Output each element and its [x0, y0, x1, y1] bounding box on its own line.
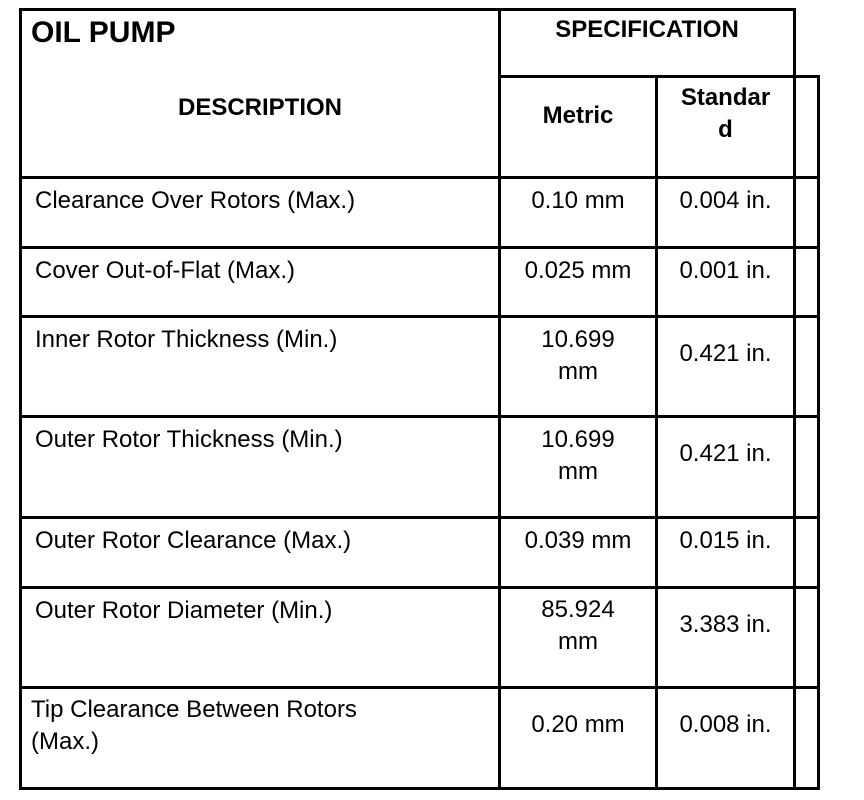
column-divider: [793, 8, 796, 790]
description-cell: Outer Rotor Thickness (Min.): [35, 426, 343, 453]
standard-cell: [658, 318, 793, 390]
standard-header-line1: Standar: [680, 84, 771, 111]
standard-cell: [658, 418, 793, 490]
metric-header-text: Metric: [542, 102, 614, 129]
standard-value: 0.015 in.: [679, 527, 772, 554]
standard-value: 0.004 in.: [679, 187, 772, 214]
table-border-top: [20, 8, 796, 11]
description-header: [22, 88, 498, 128]
table-row: [22, 694, 498, 787]
metric-value-line1: 10.699: [541, 426, 615, 453]
metric-value: 0.039 mm: [524, 527, 632, 554]
specification-header-text: SPECIFICATION: [555, 16, 739, 43]
standard-header: [658, 82, 793, 148]
standard-header-line2: d: [718, 116, 733, 143]
standard-value: 0.421 in.: [679, 340, 772, 367]
metric-cell: [501, 689, 655, 761]
standard-value: 0.008 in.: [679, 711, 772, 738]
metric-value: 0.025 mm: [524, 257, 632, 284]
description-cell: Cover Out-of-Flat (Max.): [35, 257, 296, 284]
standard-cell: [658, 519, 793, 586]
description-header-text: DESCRIPTION: [177, 94, 342, 121]
table-border-bottom: [20, 787, 820, 790]
description-cell: Clearance Over Rotors (Max.): [35, 187, 356, 214]
table-row: [22, 249, 498, 315]
table-row: [22, 318, 498, 415]
table-row: [22, 179, 498, 246]
metric-value: 0.20 mm: [531, 711, 625, 738]
table-row: [22, 519, 498, 586]
description-cell: Outer Rotor Clearance (Max.): [35, 527, 352, 554]
metric-cell: [501, 424, 655, 494]
metric-cell: [501, 324, 655, 394]
metric-value-line2: mm: [558, 628, 598, 655]
spec-header-divider: [498, 75, 820, 78]
table-row: [22, 418, 498, 516]
table-title: [31, 14, 491, 54]
table-border-right: [817, 75, 820, 790]
metric-cell: [501, 249, 655, 315]
standard-value: 0.421 in.: [679, 440, 772, 467]
metric-value-line1: 85.924: [541, 596, 615, 623]
description-cell-line2: (Max.): [31, 728, 99, 755]
metric-cell: [501, 594, 655, 664]
description-cell-line1: Tip Clearance Between Rotors: [31, 696, 357, 723]
metric-value: 0.10 mm: [531, 187, 625, 214]
metric-value-line2: mm: [558, 458, 598, 485]
metric-cell: [501, 519, 655, 586]
table-row: [22, 589, 498, 686]
standard-cell: [658, 589, 793, 661]
specification-header: [501, 12, 793, 48]
standard-cell: [658, 179, 793, 246]
metric-header: [501, 96, 655, 136]
standard-cell: [658, 249, 793, 315]
standard-cell: [658, 689, 793, 761]
description-cell: Outer Rotor Diameter (Min.): [35, 597, 333, 624]
standard-value: 3.383 in.: [679, 611, 772, 638]
metric-cell: [501, 179, 655, 246]
description-cell: Inner Rotor Thickness (Min.): [35, 326, 338, 353]
metric-value-line1: 10.699: [541, 326, 615, 353]
table-title-text: OIL PUMP: [31, 16, 176, 49]
metric-value-line2: mm: [558, 358, 598, 385]
standard-value: 0.001 in.: [679, 257, 772, 284]
